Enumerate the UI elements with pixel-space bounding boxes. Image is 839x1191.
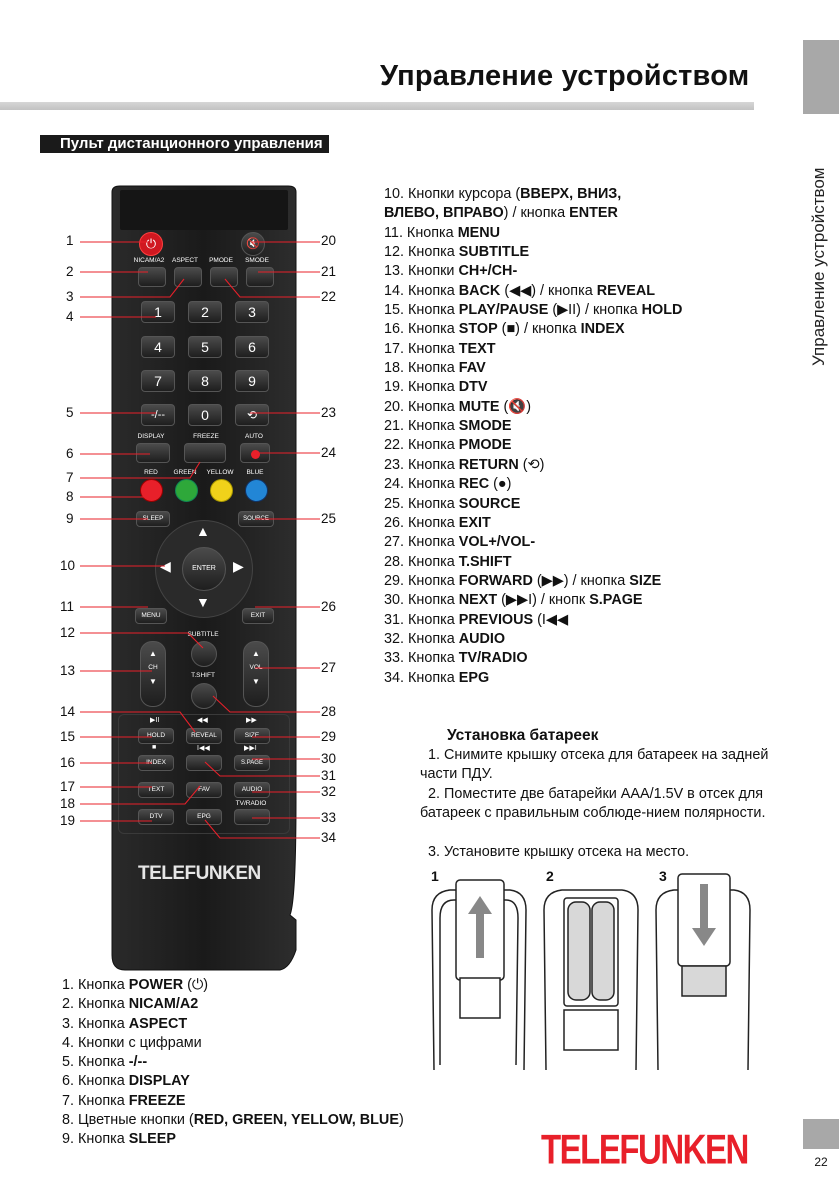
callout-24: 24 [321, 445, 337, 460]
list-right-item-b2: ENTER [569, 205, 618, 222]
callout-9: 9 [66, 511, 74, 526]
callout-25: 25 [321, 511, 337, 526]
exit-button[interactable]: EXIT [242, 608, 274, 624]
callout-15: 15 [60, 729, 76, 744]
list-right-item-pre: 33. Кнопка [384, 650, 459, 667]
list-right-item-post: (■) / кнопка [497, 321, 581, 338]
list-right-item [384, 224, 682, 243]
list-left-item [62, 995, 404, 1014]
digit-1-button[interactable]: 1 [141, 301, 175, 323]
digit-9-button[interactable]: 9 [235, 370, 269, 392]
next-icon: ▶▶I [244, 745, 257, 752]
list-right-item-pre: 11. Кнопка [384, 224, 458, 241]
list-right-item-pre: 24. Кнопка [384, 476, 459, 493]
list-right-item-pre: 18. Кнопка [384, 360, 459, 377]
callout-11: 11 [60, 599, 75, 614]
dtv-button[interactable]: DTV [138, 809, 174, 825]
callout-20: 20 [321, 233, 337, 248]
callout-34: 34 [321, 830, 337, 845]
list-right-item-post: (▶▶I) / кнопк [497, 592, 590, 609]
callout-23: 23 [321, 405, 337, 420]
list-right-item-b: PREVIOUS [458, 611, 534, 628]
ch-down-icon: ▼ [149, 677, 157, 686]
digit-8-button[interactable]: 8 [188, 370, 222, 392]
list-right-item-pre: 10. Кнопки курсора ( [384, 186, 521, 202]
list-right-item-b2: REVEAL [596, 282, 656, 299]
list-right-item-b: T.SHIFT [458, 553, 512, 570]
ch-up-icon: ▲ [149, 649, 157, 658]
list-left-item-b: ASPECT [128, 1015, 188, 1032]
digit-6-button[interactable]: 6 [235, 336, 269, 358]
callout-32: 32 [321, 784, 337, 799]
arrow-up-icon: ▲ [196, 523, 210, 539]
vol-down-icon: ▼ [252, 677, 260, 686]
callout-13: 13 [60, 663, 76, 678]
list-right-item [384, 630, 682, 649]
digit-7-button[interactable]: 7 [141, 370, 175, 392]
list-right-item-pre: 21. Кнопка [384, 418, 459, 435]
list-right-item-b: CH+/CH- [458, 263, 518, 280]
reveal-button[interactable]: REVEAL [186, 728, 222, 744]
list-left-item-pre: 5. Кнопка [62, 1054, 129, 1071]
list-right-item-b: TV/RADIO [458, 650, 528, 667]
list-right-item-pre: 19. Кнопка [384, 379, 459, 396]
list-right-item-post: (▶II) / кнопка [548, 302, 642, 319]
list-right-item-pre: 15. Кнопка [384, 302, 459, 319]
callout-33: 33 [321, 810, 337, 825]
digit-0-button[interactable]: 0 [188, 404, 222, 426]
list-right-item-b: REC [458, 476, 490, 493]
spage-button[interactable]: S.PAGE [234, 755, 270, 771]
list-right-item-post: (▶▶) / кнопка [532, 572, 630, 589]
callout-27: 27 [321, 660, 337, 675]
fav-button[interactable]: FAV [186, 782, 222, 798]
list-left-item-pre: 8. Цветные кнопки ( [62, 1112, 194, 1129]
battery-figure-3 [656, 874, 750, 1070]
list-right-item-post: (🔇) [499, 398, 532, 415]
mute-icon: 🔇 [246, 238, 260, 250]
arrow-left-icon: ◀ [160, 558, 171, 574]
callout-29: 29 [321, 729, 337, 744]
list-right-item [384, 398, 682, 417]
pmode-label: PMODE [209, 257, 233, 264]
list-right-item [384, 359, 682, 378]
list-right-item-post: (◀◀) / кнопка [500, 282, 597, 299]
return-icon: ⟲ [246, 408, 258, 422]
section-heading: Пульт дистанционного управления [40, 135, 329, 153]
freeze-label: FREEZE [193, 433, 219, 440]
list-right-item [384, 185, 682, 204]
blue-label: BLUE [246, 469, 264, 476]
list-right-item-b: FORWARD [458, 572, 533, 589]
enter-button[interactable]: ENTER [182, 547, 226, 591]
list-right-item [384, 611, 682, 630]
menu-button[interactable]: MENU [135, 608, 167, 624]
list-right-item-b2: SIZE [629, 572, 662, 589]
green-label: GREEN [173, 469, 197, 476]
arrow-right-icon: ▶ [233, 558, 244, 574]
list-left-item [62, 1111, 404, 1130]
battery-figure-2 [544, 890, 638, 1070]
callout-4: 4 [66, 309, 74, 324]
callout-28: 28 [321, 704, 337, 719]
battery-step-3: 3. Установите крышку отсека на место. [428, 844, 690, 860]
page-tab-block [803, 1119, 839, 1149]
list-right-item [384, 301, 682, 320]
callout-26: 26 [321, 599, 337, 614]
list-right-item-b: RETURN [458, 456, 519, 473]
list-right-item-b: MUTE [458, 398, 500, 415]
list-right-item-b: NEXT [458, 592, 498, 609]
tvradio-label: TV/RADIO [235, 800, 267, 807]
list-left-item-b: NICAM/A2 [128, 996, 199, 1013]
callout-17: 17 [60, 779, 76, 794]
callout-19: 19 [60, 813, 76, 828]
list-right-item-pre: 12. Кнопка [384, 244, 459, 261]
list-right-item [384, 514, 682, 533]
list-left-item [62, 976, 404, 995]
list-right-item [384, 495, 682, 514]
yellow-label: YELLOW [206, 469, 234, 476]
figure-label-1: 1 [431, 868, 439, 884]
callout-1: 1 [66, 233, 74, 248]
list-right-item-pre: 27. Кнопка [384, 534, 459, 551]
list-right-item-b: BACK [458, 282, 501, 299]
list-left-item-pre: 3. Кнопка [62, 1015, 129, 1032]
list-right-item-pre: 28. Кнопка [384, 553, 459, 570]
list-right-item-b: TEXT [458, 340, 496, 357]
vol-up-icon: ▲ [252, 649, 260, 658]
list-right-item [384, 378, 682, 397]
list-right-item [384, 282, 682, 301]
figure-label-2: 2 [546, 868, 554, 884]
page-title: Управление устройством [380, 60, 750, 92]
list-left-item-pre: 9. Кнопка [62, 1131, 129, 1148]
list-right-item [384, 417, 682, 436]
list-right-item [384, 262, 682, 281]
power-icon: ⏻ [145, 236, 157, 251]
list-right-item-pre: 31. Кнопка [384, 611, 459, 628]
list-right-item-b: ВЛЕВО, ВПРАВО [384, 205, 504, 222]
list-right-item-pre: 22. Кнопка [384, 437, 459, 454]
digit-2-button[interactable]: 2 [188, 301, 222, 323]
list-left-item-b: DISPLAY [128, 1073, 190, 1090]
list-left-item-pre: 2. Кнопка [62, 996, 129, 1013]
list-left-item [62, 1072, 404, 1091]
list-right-item-pre: 16. Кнопка [384, 321, 459, 338]
sleep-button[interactable]: SLEEP [136, 511, 170, 527]
list-right-item-b: EPG [458, 669, 490, 686]
stop-icon: ■ [152, 744, 157, 751]
list-right-item [384, 669, 682, 688]
display-label: DISPLAY [137, 433, 165, 440]
list-right-item [384, 340, 682, 359]
list-right-item-b: ВВЕРХ, ВНИЗ, [520, 186, 622, 202]
list-right-item-b: MENU [457, 224, 501, 241]
list-right-item-pre: 20. Кнопка [384, 398, 459, 415]
figure-label-3: 3 [659, 868, 667, 884]
list-right-item [384, 572, 682, 591]
text-button[interactable]: TEXT [138, 782, 174, 798]
list-right-item-b: SOURCE [458, 495, 521, 512]
list-left-item-b: SLEEP [128, 1131, 176, 1148]
list-left-item-pre: 6. Кнопка [62, 1073, 129, 1090]
list-right-item-post: (⟲) [518, 456, 545, 473]
list-right-item-post: ) / кнопка [503, 205, 570, 222]
callout-22: 22 [321, 289, 337, 304]
page-number: 22 [814, 1155, 828, 1169]
list-right-item [384, 533, 682, 552]
index-button[interactable]: INDEX [138, 755, 174, 771]
list-right-item [384, 649, 682, 668]
list-right-item [384, 436, 682, 455]
list-right-item-b2: S.PAGE [589, 592, 643, 609]
size-button[interactable]: SIZE [234, 728, 270, 744]
digit-4-button[interactable]: 4 [141, 336, 175, 358]
list-left-item [62, 1053, 404, 1072]
remote-brand-logo: TELEFUNKEN [138, 863, 261, 884]
callout-12: 12 [60, 625, 76, 640]
list-right-item-pre: 17. Кнопка [384, 340, 459, 357]
list-right-item-b: STOP [458, 321, 498, 338]
nicam-label: NICAM/A2 [133, 257, 165, 264]
button-list-left [62, 976, 404, 1150]
callout-3: 3 [66, 289, 74, 304]
list-right-item-pre: 26. Кнопка [384, 514, 459, 531]
list-right-item [384, 243, 682, 262]
list-right-item-b: VOL+/VOL- [458, 534, 536, 551]
callout-5: 5 [66, 405, 74, 420]
list-right-item-pre: 29. Кнопка [384, 572, 459, 589]
list-right-item-pre: 25. Кнопка [384, 495, 459, 512]
list-right-item-b2: HOLD [641, 302, 683, 319]
callout-2: 2 [66, 264, 74, 279]
digit-3-button[interactable]: 3 [235, 301, 269, 323]
list-right-item-b: AUDIO [458, 630, 506, 647]
callout-7: 7 [66, 470, 74, 485]
forward-icon: ▶▶ [246, 717, 257, 724]
callout-10: 10 [60, 558, 76, 573]
list-right-item-pre: 30. Кнопка [384, 592, 459, 609]
audio-button[interactable]: AUDIO [234, 782, 270, 798]
aspect-label: ASPECT [171, 257, 198, 264]
smode-label: SMODE [245, 257, 269, 264]
tshift-label: T.SHIFT [191, 672, 215, 679]
list-right-item-b: SMODE [458, 418, 512, 435]
list-left-item-pre: 4. Кнопки с цифрами [62, 1034, 202, 1051]
callout-30: 30 [321, 751, 337, 766]
list-right-item-b: DTV [458, 379, 488, 396]
list-right-item [384, 204, 682, 223]
list-right-item-b2: INDEX [580, 321, 625, 338]
callout-lines-right [205, 242, 320, 838]
list-right-item-pre: 14. Кнопка [384, 282, 459, 299]
list-left-item-b: -/-- [128, 1054, 148, 1071]
hold-button[interactable]: HOLD [138, 728, 174, 744]
list-left-item-post: (⏻) [183, 977, 209, 993]
list-right-item-pre: 23. Кнопка [384, 456, 459, 473]
callout-16: 16 [60, 755, 76, 770]
list-right-item [384, 475, 682, 494]
battery-heading: Установка батареек [447, 727, 599, 744]
epg-button[interactable]: EPG [186, 809, 222, 825]
callout-8: 8 [66, 489, 74, 504]
footer-brand-logo: TELEFUNKEN [541, 1126, 748, 1173]
list-right-item [384, 456, 682, 475]
list-right-item-post: (●) [489, 476, 512, 493]
list-right-item-b: PMODE [458, 437, 512, 454]
list-right-item [384, 591, 682, 610]
battery-figures [420, 870, 760, 1080]
list-right-item-b: FAV [458, 360, 486, 377]
list-left-item [62, 1092, 404, 1111]
vol-label: VOL [249, 664, 263, 671]
list-left-item [62, 1034, 404, 1053]
callout-31: 31 [321, 768, 337, 783]
callout-6: 6 [66, 446, 74, 461]
list-left-item-b: FREEZE [128, 1092, 186, 1109]
list-right-item-pre: 32. Кнопка [384, 630, 459, 647]
subtitle-label: SUBTITLE [187, 631, 219, 638]
list-right-item-b: PLAY/PAUSE [458, 302, 549, 319]
list-right-item-pre: 13. Кнопки [384, 263, 459, 280]
source-button[interactable]: SOURCE [238, 511, 274, 527]
callout-21: 21 [321, 264, 337, 279]
list-left-item-post: ) [398, 1112, 404, 1129]
button-list-right [384, 185, 682, 688]
list-left-item-pre: 1. Кнопка [62, 977, 129, 993]
list-right-item-b: EXIT [458, 514, 491, 531]
list-left-item-b: POWER [128, 977, 184, 993]
list-right-item-pre: 34. Кнопка [384, 669, 459, 686]
callout-18: 18 [60, 796, 76, 811]
battery-figure-1 [432, 880, 526, 1070]
back-icon: ◀◀ [197, 717, 208, 724]
previous-icon: I◀◀ [197, 745, 210, 752]
list-left-item [62, 1015, 404, 1034]
digit-5-button[interactable]: 5 [188, 336, 222, 358]
list-right-item-post: (I◀◀ [533, 611, 569, 628]
dash-button[interactable]: -/-- [141, 404, 175, 426]
battery-step-2: 2. Поместите две батарейки AAA/1.5V в отсек для батареек с правильным соблюде-нием полярности. [420, 786, 766, 822]
play-pause-icon: ▶II [150, 717, 160, 724]
callout-lines-left [80, 242, 203, 821]
list-right-item-b: SUBTITLE [458, 244, 530, 261]
list-right-item [384, 320, 682, 339]
arrow-down-icon: ▼ [196, 594, 210, 610]
list-left-item [62, 1130, 404, 1149]
list-left-item-b: RED, GREEN, YELLOW, BLUE [193, 1112, 399, 1129]
auto-label: AUTO [245, 433, 263, 440]
ch-label: CH [148, 664, 158, 671]
list-right-item [384, 553, 682, 572]
red-label: RED [144, 469, 158, 476]
side-section-label: Управление устройством [809, 167, 828, 366]
battery-step-1: 1. Снимите крышку отсека для батареек на задней части ПДУ. [420, 747, 769, 783]
side-tab-block [803, 40, 839, 114]
callout-14: 14 [60, 704, 76, 719]
list-left-item-pre: 7. Кнопка [62, 1092, 129, 1109]
